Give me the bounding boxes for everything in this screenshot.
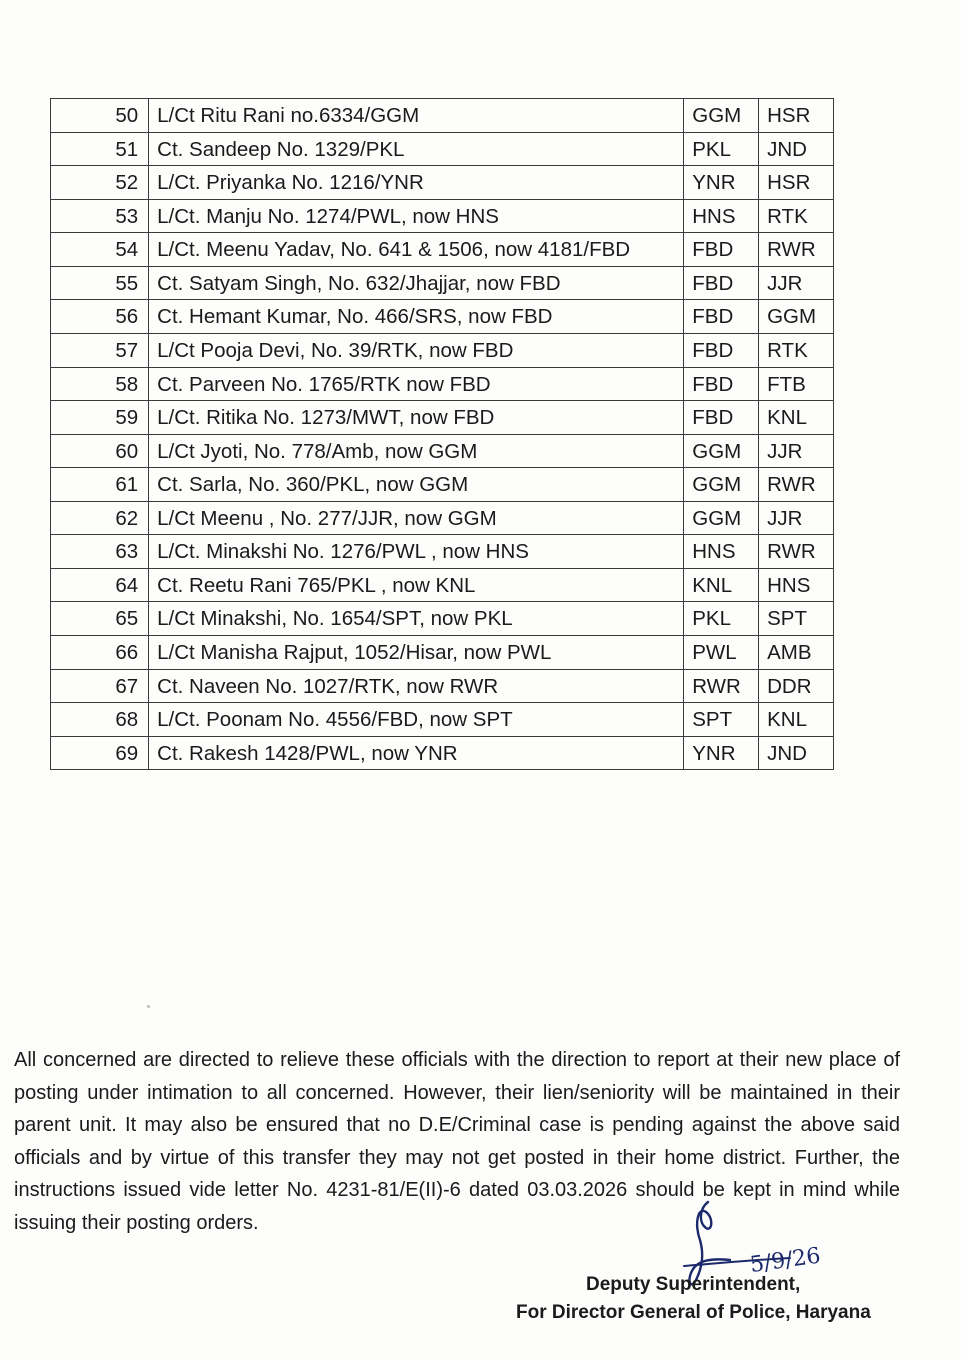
serial-number-cell: 64: [51, 568, 149, 602]
present-unit-cell: PWL: [684, 636, 759, 670]
new-unit-cell: HSR: [759, 99, 834, 133]
official-name-cell: Ct. Sarla, No. 360/PKL, now GGM: [149, 468, 684, 502]
new-unit-cell: GGM: [759, 300, 834, 334]
present-unit-cell: FBD: [684, 333, 759, 367]
new-unit-cell: FTB: [759, 367, 834, 401]
table-row: [51, 434, 834, 468]
official-name-cell: Ct. Hemant Kumar, No. 466/SRS, now FBD: [149, 300, 684, 334]
new-unit-cell: KNL: [759, 401, 834, 435]
present-unit-cell: SPT: [684, 703, 759, 737]
present-unit-cell: YNR: [684, 166, 759, 200]
new-unit-cell: RTK: [759, 333, 834, 367]
serial-number-cell: 66: [51, 636, 149, 670]
present-unit-cell: FBD: [684, 367, 759, 401]
new-unit-cell: RTK: [759, 199, 834, 233]
present-unit-cell: GGM: [684, 501, 759, 535]
present-unit-cell: FBD: [684, 300, 759, 334]
serial-number-cell: 57: [51, 333, 149, 367]
table-row: [51, 99, 834, 133]
official-name-cell: Ct. Naveen No. 1027/RTK, now RWR: [149, 669, 684, 703]
table-row: [51, 367, 834, 401]
official-name-cell: L/Ct. Meenu Yadav, No. 641 & 1506, now 4181/FBD: [149, 233, 684, 267]
serial-number-cell: 59: [51, 401, 149, 435]
present-unit-cell: HNS: [684, 199, 759, 233]
table-row: [51, 401, 834, 435]
official-name-cell: L/Ct. Ritika No. 1273/MWT, now FBD: [149, 401, 684, 435]
table-row: [51, 132, 834, 166]
scan-speck: [147, 1005, 150, 1008]
serial-number-cell: 52: [51, 166, 149, 200]
serial-number-cell: 67: [51, 669, 149, 703]
table-row: [51, 535, 834, 569]
directive-paragraph: All concerned are directed to relieve these officials with the direction to report at their new place of posting under intimation to all concerned. However, their lien/seniority will be maintained in their parent unit. It may also be ensured that no D.E/Criminal case is pending against the above said officials and by virtue of this transfer they may not get posted in their home district. Further, the instructions issued vide letter No. 4231-81/E(II)-6 dated 03.03.2026 should be kept in mind while issuing their posting orders.: [14, 1049, 900, 1234]
transfer-table-body: [51, 99, 834, 770]
serial-number-cell: 68: [51, 703, 149, 737]
table-row: [51, 703, 834, 737]
table-row: [51, 199, 834, 233]
serial-number-cell: 51: [51, 132, 149, 166]
official-name-cell: Ct. Satyam Singh, No. 632/Jhajjar, now FBD: [149, 266, 684, 300]
new-unit-cell: JJR: [759, 434, 834, 468]
serial-number-cell: 61: [51, 468, 149, 502]
official-name-cell: Ct. Reetu Rani 765/PKL , now KNL: [149, 568, 684, 602]
official-name-cell: L/Ct Pooja Devi, No. 39/RTK, now FBD: [149, 333, 684, 367]
official-name-cell: Ct. Parveen No. 1765/RTK now FBD: [149, 367, 684, 401]
official-name-cell: L/Ct Manisha Rajput, 1052/Hisar, now PWL: [149, 636, 684, 670]
new-unit-cell: JJR: [759, 266, 834, 300]
serial-number-cell: 65: [51, 602, 149, 636]
official-name-cell: L/Ct. Poonam No. 4556/FBD, now SPT: [149, 703, 684, 737]
table-row: [51, 266, 834, 300]
table-row: [51, 736, 834, 770]
signatory-office: For Director General of Police, Haryana: [516, 1302, 871, 1323]
signatory-designation: Deputy Superintendent,: [586, 1274, 801, 1295]
new-unit-cell: HNS: [759, 568, 834, 602]
serial-number-cell: 69: [51, 736, 149, 770]
new-unit-cell: HSR: [759, 166, 834, 200]
official-name-cell: L/Ct. Priyanka No. 1216/YNR: [149, 166, 684, 200]
serial-number-cell: 53: [51, 199, 149, 233]
present-unit-cell: HNS: [684, 535, 759, 569]
present-unit-cell: PKL: [684, 602, 759, 636]
new-unit-cell: JND: [759, 132, 834, 166]
table-row: [51, 233, 834, 267]
table-row: [51, 333, 834, 367]
present-unit-cell: GGM: [684, 434, 759, 468]
new-unit-cell: RWR: [759, 233, 834, 267]
new-unit-cell: SPT: [759, 602, 834, 636]
table-row: [51, 636, 834, 670]
new-unit-cell: KNL: [759, 703, 834, 737]
table-row: [51, 602, 834, 636]
serial-number-cell: 58: [51, 367, 149, 401]
serial-number-cell: 55: [51, 266, 149, 300]
present-unit-cell: PKL: [684, 132, 759, 166]
present-unit-cell: GGM: [684, 468, 759, 502]
official-name-cell: L/Ct Meenu , No. 277/JJR, now GGM: [149, 501, 684, 535]
table-row: [51, 669, 834, 703]
present-unit-cell: YNR: [684, 736, 759, 770]
official-name-cell: L/Ct Minakshi, No. 1654/SPT, now PKL: [149, 602, 684, 636]
new-unit-cell: JND: [759, 736, 834, 770]
present-unit-cell: RWR: [684, 669, 759, 703]
new-unit-cell: RWR: [759, 468, 834, 502]
official-name-cell: L/Ct. Minakshi No. 1276/PWL , now HNS: [149, 535, 684, 569]
serial-number-cell: 63: [51, 535, 149, 569]
present-unit-cell: GGM: [684, 99, 759, 133]
serial-number-cell: 56: [51, 300, 149, 334]
new-unit-cell: AMB: [759, 636, 834, 670]
serial-number-cell: 50: [51, 99, 149, 133]
table-row: [51, 568, 834, 602]
table-row: [51, 166, 834, 200]
present-unit-cell: KNL: [684, 568, 759, 602]
serial-number-cell: 60: [51, 434, 149, 468]
present-unit-cell: FBD: [684, 233, 759, 267]
table-row: [51, 501, 834, 535]
new-unit-cell: JJR: [759, 501, 834, 535]
serial-number-cell: 62: [51, 501, 149, 535]
official-name-cell: L/Ct. Manju No. 1274/PWL, now HNS: [149, 199, 684, 233]
official-name-cell: L/Ct Ritu Rani no.6334/GGM: [149, 99, 684, 133]
new-unit-cell: RWR: [759, 535, 834, 569]
table-row: [51, 468, 834, 502]
official-name-cell: Ct. Rakesh 1428/PWL, now YNR: [149, 736, 684, 770]
transfer-table: [50, 98, 834, 770]
table-row: [51, 300, 834, 334]
official-name-cell: L/Ct Jyoti, No. 778/Amb, now GGM: [149, 434, 684, 468]
official-name-cell: Ct. Sandeep No. 1329/PKL: [149, 132, 684, 166]
handwritten-date: 5/9/26: [748, 1243, 823, 1279]
present-unit-cell: FBD: [684, 401, 759, 435]
serial-number-cell: 54: [51, 233, 149, 267]
new-unit-cell: DDR: [759, 669, 834, 703]
present-unit-cell: FBD: [684, 266, 759, 300]
